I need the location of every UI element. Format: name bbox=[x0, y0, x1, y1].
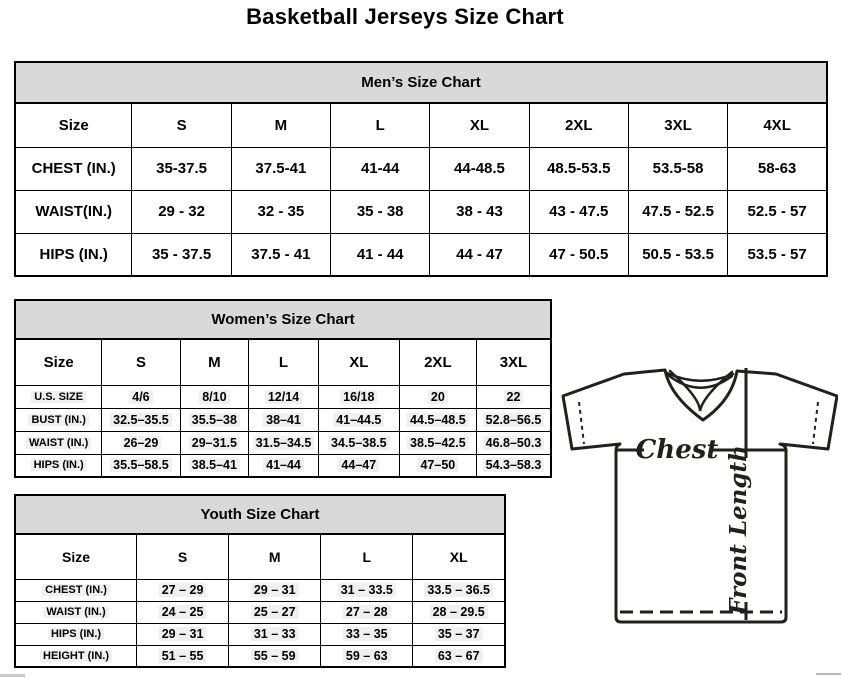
youth-cell: 55 – 59 bbox=[229, 645, 321, 667]
womens-cell: 38–41 bbox=[249, 408, 319, 431]
mens-cell: 35 - 37.5 bbox=[132, 233, 231, 276]
womens-cell: 44.5–48.5 bbox=[399, 408, 476, 431]
mens-cell: 38 - 43 bbox=[430, 190, 529, 233]
mens-column-header-4xl: 4XL bbox=[728, 103, 827, 147]
womens-cell: 12/14 bbox=[249, 385, 319, 408]
mens-cell: 35 - 38 bbox=[331, 190, 430, 233]
youth-cell: 63 – 67 bbox=[413, 645, 505, 667]
youth-column-header-l: L bbox=[321, 534, 413, 579]
womens-cell: 8/10 bbox=[180, 385, 249, 408]
youth-row-label: HIPS (IN.) bbox=[15, 623, 137, 645]
youth-cell: 35 – 37 bbox=[413, 623, 505, 645]
mens-cell: 41 - 44 bbox=[331, 233, 430, 276]
mens-cell: 52.5 - 57 bbox=[728, 190, 827, 233]
womens-cell: 54.3–58.3 bbox=[476, 454, 551, 477]
womens-row-label: WAIST (IN.) bbox=[15, 431, 102, 454]
mens-cell: 37.5 - 41 bbox=[231, 233, 330, 276]
mens-cell: 44-48.5 bbox=[430, 147, 529, 190]
womens-cell: 35.5–38 bbox=[180, 408, 249, 431]
womens-cell: 38.5–41 bbox=[180, 454, 249, 477]
youth-row-label: HEIGHT (IN.) bbox=[15, 645, 137, 667]
youth-cell: 51 – 55 bbox=[137, 645, 229, 667]
womens-cell: 16/18 bbox=[318, 385, 399, 408]
womens-table-row bbox=[15, 385, 551, 408]
womens-table-row bbox=[15, 431, 551, 454]
youth-cell: 25 – 27 bbox=[229, 601, 321, 623]
womens-cell: 20 bbox=[399, 385, 476, 408]
mens-cell: 29 - 32 bbox=[132, 190, 231, 233]
mens-row-label: WAIST(IN.) bbox=[15, 190, 132, 233]
youth-cell: 31 – 33.5 bbox=[321, 579, 413, 601]
youth-cell: 29 – 31 bbox=[137, 623, 229, 645]
jersey-measurement-diagram bbox=[556, 358, 838, 630]
womens-cell: 4/6 bbox=[102, 385, 180, 408]
chest-label: Chest bbox=[635, 435, 719, 465]
mens-cell: 53.5-58 bbox=[628, 147, 727, 190]
mens-cell: 50.5 - 53.5 bbox=[628, 233, 727, 276]
mens-cell: 48.5-53.5 bbox=[529, 147, 628, 190]
womens-column-header-s: S bbox=[102, 339, 180, 385]
cropped-fragment-bottom-right bbox=[816, 673, 841, 675]
youth-size-chart-table bbox=[14, 494, 506, 668]
mens-cell: 32 - 35 bbox=[231, 190, 330, 233]
youth-cell: 31 – 33 bbox=[229, 623, 321, 645]
mens-row-label: HIPS (IN.) bbox=[15, 233, 132, 276]
womens-corner-header: Size bbox=[15, 339, 102, 385]
mens-cell: 43 - 47.5 bbox=[529, 190, 628, 233]
womens-row-label: U.S. SIZE bbox=[15, 385, 102, 408]
youth-cell: 29 – 31 bbox=[229, 579, 321, 601]
womens-cell: 31.5–34.5 bbox=[249, 431, 319, 454]
womens-table-row bbox=[15, 408, 551, 431]
youth-table-row bbox=[15, 601, 505, 623]
womens-size-chart-table bbox=[14, 299, 552, 478]
mens-cell: 35-37.5 bbox=[132, 147, 231, 190]
mens-cell: 44 - 47 bbox=[430, 233, 529, 276]
youth-cell: 59 – 63 bbox=[321, 645, 413, 667]
mens-column-header-2xl: 2XL bbox=[529, 103, 628, 147]
womens-column-header-l: L bbox=[249, 339, 319, 385]
mens-column-header-l: L bbox=[331, 103, 430, 147]
womens-cell: 22 bbox=[476, 385, 551, 408]
youth-cell: 28 – 29.5 bbox=[413, 601, 505, 623]
youth-cell: 27 – 29 bbox=[137, 579, 229, 601]
youth-cell: 27 – 28 bbox=[321, 601, 413, 623]
womens-cell: 26–29 bbox=[102, 431, 180, 454]
mens-cell: 53.5 - 57 bbox=[728, 233, 827, 276]
womens-column-header-3xl: 3XL bbox=[476, 339, 551, 385]
mens-column-header-3xl: 3XL bbox=[628, 103, 727, 147]
youth-chart-title: Youth Size Chart bbox=[15, 495, 505, 534]
youth-corner-header: Size bbox=[15, 534, 137, 579]
womens-cell: 44–47 bbox=[318, 454, 399, 477]
womens-cell: 41–44.5 bbox=[318, 408, 399, 431]
womens-cell: 38.5–42.5 bbox=[399, 431, 476, 454]
womens-row-label: HIPS (IN.) bbox=[15, 454, 102, 477]
mens-cell: 41-44 bbox=[331, 147, 430, 190]
youth-column-header-s: S bbox=[137, 534, 229, 579]
mens-size-chart-table bbox=[14, 61, 828, 277]
womens-cell: 32.5–35.5 bbox=[102, 408, 180, 431]
mens-table-row bbox=[15, 233, 827, 276]
youth-cell: 24 – 25 bbox=[137, 601, 229, 623]
womens-column-header-2xl: 2XL bbox=[399, 339, 476, 385]
mens-cell: 47.5 - 52.5 bbox=[628, 190, 727, 233]
womens-column-header-m: M bbox=[180, 339, 249, 385]
mens-column-header-xl: XL bbox=[430, 103, 529, 147]
youth-table-row bbox=[15, 645, 505, 667]
mens-table-row bbox=[15, 190, 827, 233]
youth-row-label: CHEST (IN.) bbox=[15, 579, 137, 601]
womens-cell: 34.5–38.5 bbox=[318, 431, 399, 454]
mens-table-row bbox=[15, 147, 827, 190]
cropped-fragment-bottom-left bbox=[0, 674, 25, 677]
youth-column-header-m: M bbox=[229, 534, 321, 579]
womens-cell: 46.8–50.3 bbox=[476, 431, 551, 454]
womens-row-label: BUST (IN.) bbox=[15, 408, 102, 431]
mens-chart-title: Men’s Size Chart bbox=[15, 62, 827, 103]
womens-column-header-xl: XL bbox=[318, 339, 399, 385]
front-length-label: Front Length bbox=[725, 445, 752, 615]
youth-cell: 33 – 35 bbox=[321, 623, 413, 645]
womens-cell: 47–50 bbox=[399, 454, 476, 477]
mens-column-header-m: M bbox=[231, 103, 330, 147]
mens-corner-header: Size bbox=[15, 103, 132, 147]
mens-cell: 37.5-41 bbox=[231, 147, 330, 190]
youth-column-header-xl: XL bbox=[413, 534, 505, 579]
youth-table-row bbox=[15, 623, 505, 645]
womens-chart-title: Women’s Size Chart bbox=[15, 300, 551, 339]
page-title: Basketball Jerseys Size Chart bbox=[246, 4, 564, 29]
womens-cell: 29–31.5 bbox=[180, 431, 249, 454]
womens-cell: 35.5–58.5 bbox=[102, 454, 180, 477]
mens-row-label: CHEST (IN.) bbox=[15, 147, 132, 190]
youth-cell: 33.5 – 36.5 bbox=[413, 579, 505, 601]
mens-cell: 58-63 bbox=[728, 147, 827, 190]
youth-row-label: WAIST (IN.) bbox=[15, 601, 137, 623]
mens-cell: 47 - 50.5 bbox=[529, 233, 628, 276]
womens-cell: 41–44 bbox=[249, 454, 319, 477]
womens-cell: 52.8–56.5 bbox=[476, 408, 551, 431]
womens-table-row bbox=[15, 454, 551, 477]
youth-table-row bbox=[15, 579, 505, 601]
mens-column-header-s: S bbox=[132, 103, 231, 147]
